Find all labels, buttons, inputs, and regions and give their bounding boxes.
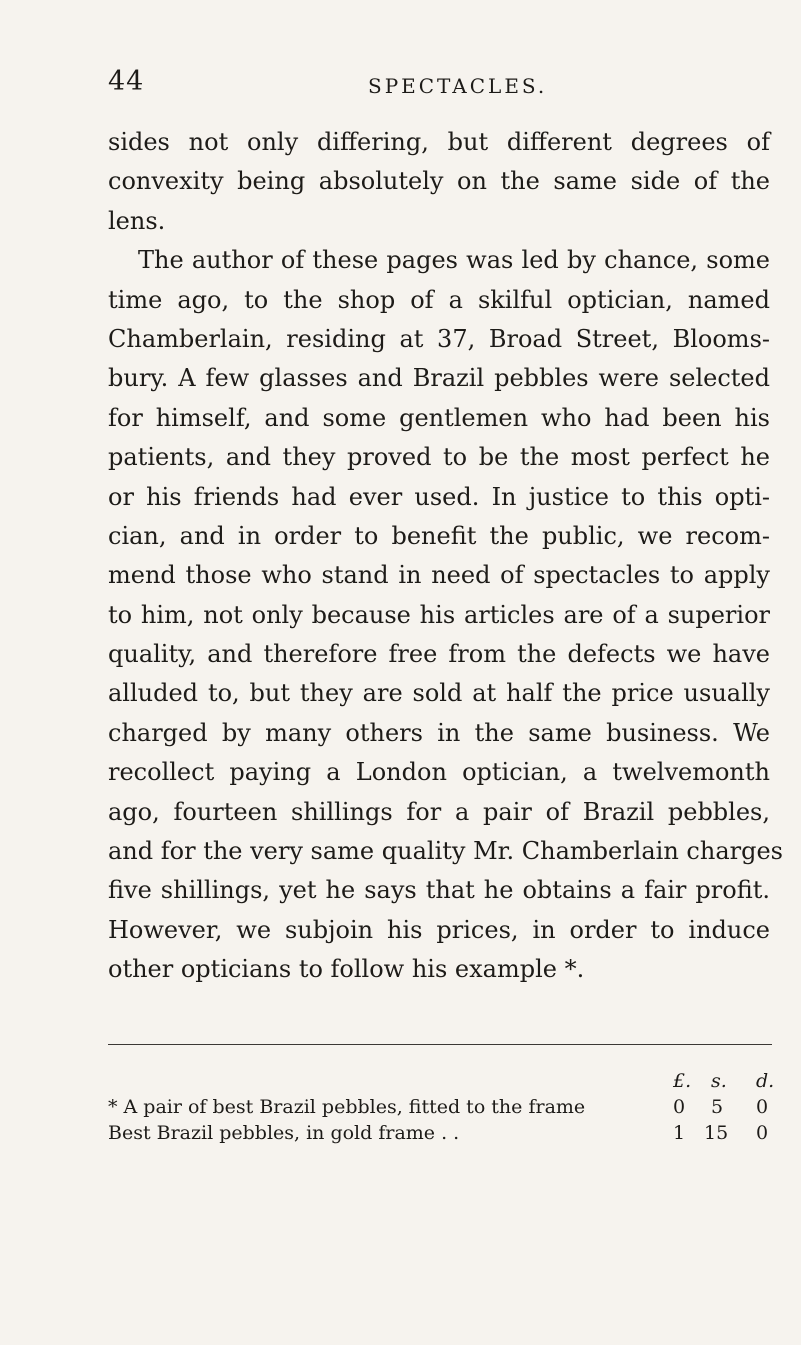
price-pounds: 0: [673, 1096, 686, 1118]
footnote-price-table: [108, 1070, 775, 1148]
page-header: [108, 66, 768, 106]
text-line: However, we subjoin his prices, in order to induce: [108, 915, 770, 944]
price-shillings: 15: [704, 1122, 729, 1144]
text-line: to him, not only because his articles are of a superior: [108, 600, 770, 629]
body-text: [108, 123, 783, 990]
text-line: ago, fourteen shillings for a pair of Brazil pebbles,: [108, 797, 770, 826]
price-item-label: Best Brazil pebbles, in gold frame . .: [108, 1122, 460, 1144]
page-number: 44: [108, 66, 145, 97]
text-line: convexity being absolutely on the same side of the: [108, 167, 770, 196]
price-pounds: 1: [673, 1122, 686, 1144]
price-item-label: * A pair of best Brazil pebbles, fitted to the frame: [108, 1096, 586, 1118]
pence-header: d.: [756, 1070, 775, 1092]
price-row: [108, 1096, 772, 1122]
text-line: sides not only differing, but different degrees of: [108, 128, 770, 156]
text-line: mend those who stand in need of spectacles to apply: [108, 561, 770, 590]
shillings-header: s.: [711, 1070, 727, 1092]
text-line: alluded to, but they are sold at half the price usually: [108, 679, 770, 708]
text-line: cian, and in order to benefit the public, we recom-: [108, 521, 770, 550]
text-line: and for the very same quality Mr. Chamberlain charges: [108, 837, 783, 866]
text-line: recollect paying a London optician, a twelvemonth: [108, 758, 770, 787]
text-line: or his friends had ever used. In justice to this opti-: [108, 482, 770, 511]
price-shillings: 5: [711, 1096, 724, 1118]
price-pence: 0: [756, 1122, 769, 1144]
footnote-rule: [108, 1044, 772, 1045]
price-pence: 0: [756, 1096, 769, 1118]
text-line: The author of these pages was led by chance, some: [138, 246, 770, 275]
text-line: quality, and therefore free from the defects we have: [108, 640, 770, 669]
price-column-headers: [108, 1070, 775, 1096]
text-line: five shillings, yet he says that he obtains a fair profit.: [108, 876, 770, 905]
text-line: Chamberlain, residing at 37, Broad Street, Blooms-: [108, 324, 770, 353]
text-line: patients, and they proved to be the most perfect he: [108, 443, 770, 472]
running-head: SPECTACLES.: [368, 74, 548, 98]
pounds-header: £.: [673, 1070, 692, 1092]
price-row: [108, 1122, 772, 1148]
text-line: time ago, to the shop of a skilful optician, named: [108, 285, 770, 314]
text-line: charged by many others in the same business. We: [108, 718, 770, 747]
text-line: for himself, and some gentlemen who had been his: [108, 403, 770, 432]
text-line: other opticians to follow his example *.: [108, 955, 585, 984]
text-line: bury. A few glasses and Brazil pebbles were selected: [108, 364, 770, 393]
text-line: lens.: [108, 206, 166, 235]
